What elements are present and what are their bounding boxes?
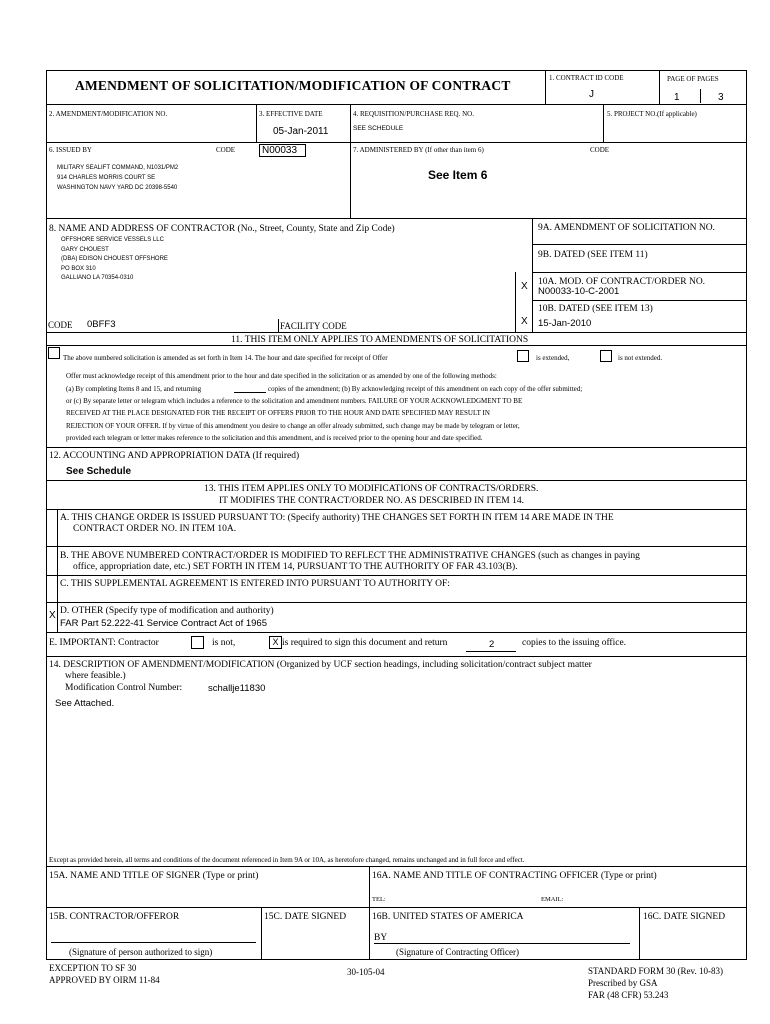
form-title: AMENDMENT OF SOLICITATION/MODIFICATION OF CONTRACT [75,78,511,93]
item-16c-label: 16C. DATE SIGNED [643,912,726,922]
copies-to-label: copies to the issuing office. [522,638,627,648]
extended-checkbox[interactable] [517,350,529,362]
contractor-code: 0BFF3 [87,319,116,330]
not-extended-label: is not extended. [618,354,663,362]
issued-by-label: 6. ISSUED BY [49,146,92,154]
requisition-value: SEE SCHEDULE [353,125,404,132]
item-11-line7: provided each telegram or letter makes reference to the solicitation and this amendment, and is received prior to the opening hour and date specified. [66,434,483,442]
footer-standard-form: STANDARD FORM 30 (Rev. 10-83) [588,966,723,976]
item-10a-value: N00033-10-C-2001 [538,286,620,297]
item-12-label: 12. ACCOUNTING AND APPROPRIATION DATA (If required) [49,451,300,461]
control-number-value: schallje11830 [208,683,266,694]
contract-id-code: J [589,89,594,100]
control-number-label: Modification Control Number: [65,683,183,693]
is-required-label: is required to sign this document and return [282,638,448,648]
item-13d: D. OTHER (Specify type of modification and authority) [60,606,274,616]
item-12-value: See Schedule [66,466,132,477]
page-of-pages-label: PAGE OF PAGES [667,75,719,83]
item-13c: C. THIS SUPPLEMENTAL AGREEMENT IS ENTERED INTO PURSUANT TO AUTHORITY OF: [60,579,450,589]
item-14-label-1: 14. DESCRIPTION OF AMENDMENT/MODIFICATION (Organized by UCF section headings, including solicitation/contract subject matter [49,660,592,670]
item-9a-label: 9A. AMENDMENT OF SOLICITATION NO. [538,223,715,233]
facility-code-label: FACILITY CODE [280,321,347,331]
item-14-label-2: where feasible.) [65,671,126,681]
page-number: 1 [674,92,680,103]
contractor-address: OFFSHORE SERVICE VESSELS LLC GARY CHOUEST (DBA) EDISON CHOUEST OFFSHORE PO BOX 310 GALLIANO LA 70354-0310 [61,237,168,282]
is-required-checkbox[interactable]: X [269,636,282,649]
item-11-line4: or (c) By separate letter or telegram which includes a reference to the solicitation and amendment numbers. FAILURE OF YOUR ACKNOWLEDGMENT TO BE [66,397,523,405]
item-13b-line2: office, appropriation date, etc.) SET FORTH IN ITEM 14, PURSUANT TO THE AUTHORITY OF FAR 43.103(B). [73,562,518,572]
item-13-heading-2: IT MODIFIES THE CONTRACT/ORDER NO. AS DESCRIBED IN ITEM 14. [219,496,524,506]
item-10a-mark: X [521,281,528,292]
item-9b-label: 9B. DATED (SEE ITEM 11) [538,250,648,260]
item-10b-mark: X [521,316,528,327]
important-label: E. IMPORTANT: Contractor [49,638,159,648]
footer-approved: APPROVED BY OIRM 11-84 [49,975,160,985]
item-16a-label: 16A. NAME AND TITLE OF CONTRACTING OFFICER (Type or print) [372,871,657,881]
not-extended-checkbox[interactable] [600,350,612,362]
effective-date-label: 3. EFFECTIVE DATE [259,110,323,118]
officer-signature-caption: (Signature of Contracting Officer) [396,947,520,957]
by-label: BY [374,933,388,943]
contractor-code-label: CODE [48,320,73,330]
issuer-address: MILITARY SEALIFT COMMAND, N1031/PM2 914 CHARLES MORRIS COURT SE WASHINGTON NAVY YARD DC 20398-5540 [57,165,179,191]
item-15a-label: 15A. NAME AND TITLE OF SIGNER (Type or print) [49,871,259,881]
effective-date: 05-Jan-2011 [273,126,329,137]
administered-by-code-label: CODE [590,146,610,154]
item-15c-label: 15C. DATE SIGNED [264,912,347,922]
footer-prescribed: Prescribed by GSA [588,978,658,988]
item-11-checkbox[interactable] [48,347,60,359]
item-16b-label: 16B. UNITED STATES OF AMERICA [372,912,524,922]
page-count: 3 [718,92,724,103]
issued-by-code-label: CODE [216,146,236,154]
amendment-no-label: 2. AMENDMENT/MODIFICATION NO. [49,110,168,118]
footer-far: FAR (48 CFR) 53.243 [588,990,669,1000]
item-11-line3a: (a) By completing Items 8 and 15, and returning [66,385,202,393]
requisition-label: 4. REQUISITION/PURCHASE REQ. NO. [353,110,474,118]
item-11-line1: The above numbered solicitation is amended as set forth in Item 14. The hour and date specified for receipt of Offer [63,354,388,362]
item-10a-label: 10A. MOD. OF CONTRACT/ORDER NO. [538,277,706,287]
email-label: EMAIL: [541,896,564,903]
item-11-line5: RECEIVED AT THE PLACE DESIGNATED FOR THE RECEIPT OF OFFERS PRIOR TO THE HOUR AND DATE SPECIFIED MAY RESULT IN [66,409,490,417]
administered-by-value: See Item 6 [428,168,488,182]
item-13b-line1: B. THE ABOVE NUMBERED CONTRACT/ORDER IS MODIFIED TO REFLECT THE ADMINISTRATIVE CHANGES (such as changes in paying [60,551,640,561]
item-11-heading: 11. THIS ITEM ONLY APPLIES TO AMENDMENTS OF SOLICITATIONS [231,335,529,345]
issued-by-code: N00033 [259,144,306,157]
item-13a-line1: A. THIS CHANGE ORDER IS ISSUED PURSUANT TO: (Specify authority) THE CHANGES SET FORTH IN ITEM 14 ARE MADE IN THE [60,513,614,523]
contractor-label: 8. NAME AND ADDRESS OF CONTRACTOR (No., Street, County, State and Zip Code) [49,224,395,234]
contract-id-code-label: 1. CONTRACT ID CODE [549,74,624,82]
item-13d-mark: X [49,610,56,621]
project-no-label: 5. PROJECT NO.(If applicable) [607,110,697,118]
item-11-line6: REJECTION OF YOUR OFFER. If by virtue of this amendment you desire to change an offer already submitted, such change may be made by telegram or letter, [66,422,520,430]
item-11-line2: Offer must acknowledge receipt of this amendment prior to the hour and date specified in the solicitation or as amended by one of the following methods: [66,372,497,380]
extended-label: is extended, [536,354,570,362]
is-not-checkbox[interactable] [191,636,204,649]
footer-form-number: 30-105-04 [347,967,385,977]
except-statement: Except as provided herein, all terms and conditions of the document referenced in Item 9A or 10A, as heretofore changed, remains unchanged and in full force and effect. [49,856,525,864]
tel-label: TEL: [372,896,386,903]
is-not-label: is not, [212,638,236,648]
item-11-line3b: copies of the amendment; (b) By acknowledging receipt of this amendment on each copy of the offer submitted; [268,385,583,393]
item-15b-label: 15B. CONTRACTOR/OFFEROR [49,912,180,922]
item-10b-label: 10B. DATED (SEE ITEM 13) [538,304,653,314]
item-13-heading-1: 13. THIS ITEM APPLIES ONLY TO MODIFICATIONS OF CONTRACTS/ORDERS. [204,484,539,494]
administered-by-label: 7. ADMINISTERED BY (If other than item 6) [353,146,484,154]
contractor-signature-caption: (Signature of person authorized to sign) [69,947,213,957]
item-13d-value: FAR Part 52.222-41 Service Contract Act of 1965 [60,618,268,629]
item-13a-line2: CONTRACT ORDER NO. IN ITEM 10A. [73,524,237,534]
see-attached: See Attached. [55,698,115,709]
item-10b-value: 15-Jan-2010 [538,318,592,329]
footer-exception: EXCEPTION TO SF 30 [49,963,137,973]
copies-value: 2 [489,639,495,650]
